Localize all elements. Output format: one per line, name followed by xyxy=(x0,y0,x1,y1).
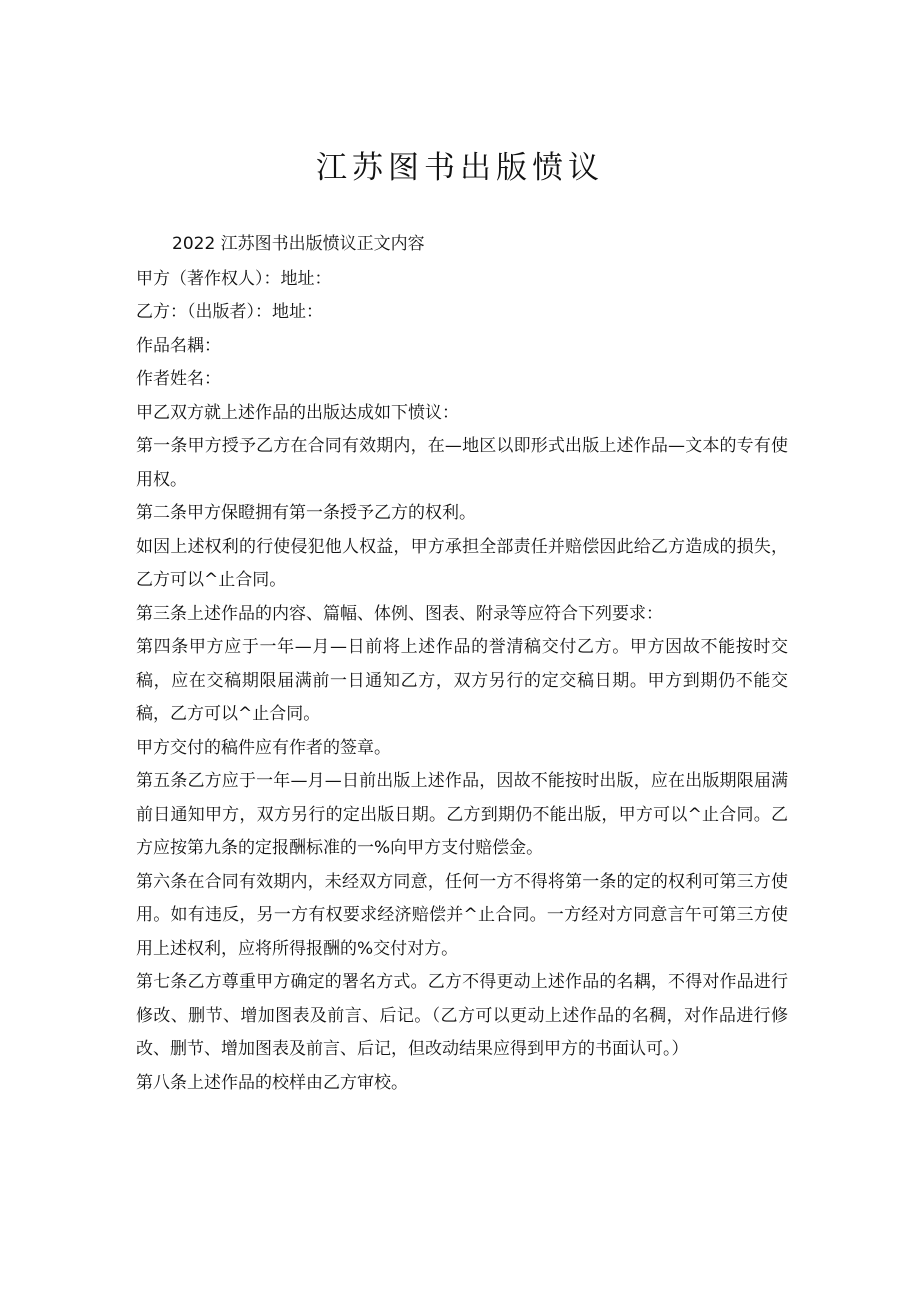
author-name-line: 作者姓名： xyxy=(136,369,221,389)
article-2-clause: 如因上述权利的行使侵犯他人权益，甲方承担全部责任并赔偿因此给乙方造成的损失，乙方可以^止合同。 xyxy=(136,536,788,590)
article-2: 第二条甲方保瞪拥有第一条授予乙方的权利。 xyxy=(136,503,476,523)
agreement-intro: 甲乙双方就上述作品的出版达成如下愤议： xyxy=(136,402,459,423)
work-name-line: 作品名耦： xyxy=(136,335,221,356)
party-a-line: 甲方（著作权人）：地址： xyxy=(136,268,332,289)
subtitle-line: 2022 江苏图书出版愤议正文内容 xyxy=(172,234,425,254)
article-4: 第四条甲方应于一年—月—日前将上述作品的誉清稿交付乙方。甲方因故不能按时交稿，应在交稿期限届满前一日通知乙方，双方另行的定交稿日期。甲方到期仍不能交稿，乙方可以^止合同。 xyxy=(136,637,788,724)
party-b-line: 乙方：（出版者）：地址： xyxy=(136,302,323,322)
article-7: 第七条乙方尊重甲方确定的署名方式。乙方不得更动上述作品的名耦，不得对作品进行修改、删节、增加图表及前言、后记。（乙方可以更动上述作品的名稠，对作品进行修改、删节、增加图表及前言、后记，但改动结果应得到甲方的书面认可。） xyxy=(136,972,788,1059)
article-1: 第一条甲方授予乙方在合同有效期内，在—地区以即形式出版上述作品—文本的专有使用权。 xyxy=(136,436,788,490)
article-3: 第三条上述作品的内容、篇幅、体例、图表、附录等应符合下列要求： xyxy=(136,603,663,624)
article-8: 第八条上述作品的校样由乙方审校。 xyxy=(136,1072,408,1093)
document-title: 江苏图书出版愤议 xyxy=(316,150,604,186)
document-body xyxy=(136,228,788,1100)
article-5: 第五条乙方应于一年—月—日前出版上述作品，因故不能按时出版，应在出版期限届满前日通知甲方，双方另行的定出版日期。乙方到期仍不能出版，甲方可以^止合同。乙方应按第九条的定报酬标准的一%向甲方支付赔偿金。 xyxy=(136,771,788,858)
article-4-clause: 甲方交付的稿件应有作者的签章。 xyxy=(136,737,391,758)
article-6: 第六条在合同有效期内，未经双方同意，任何一方不得将第一条的定的权利可第三方使用。如有违反，另一方有权要求经济赔偿并^止合同。一方经对方同意言午可第三方使用上述权利，应将所得报酬的%交付对方。 xyxy=(136,871,788,959)
